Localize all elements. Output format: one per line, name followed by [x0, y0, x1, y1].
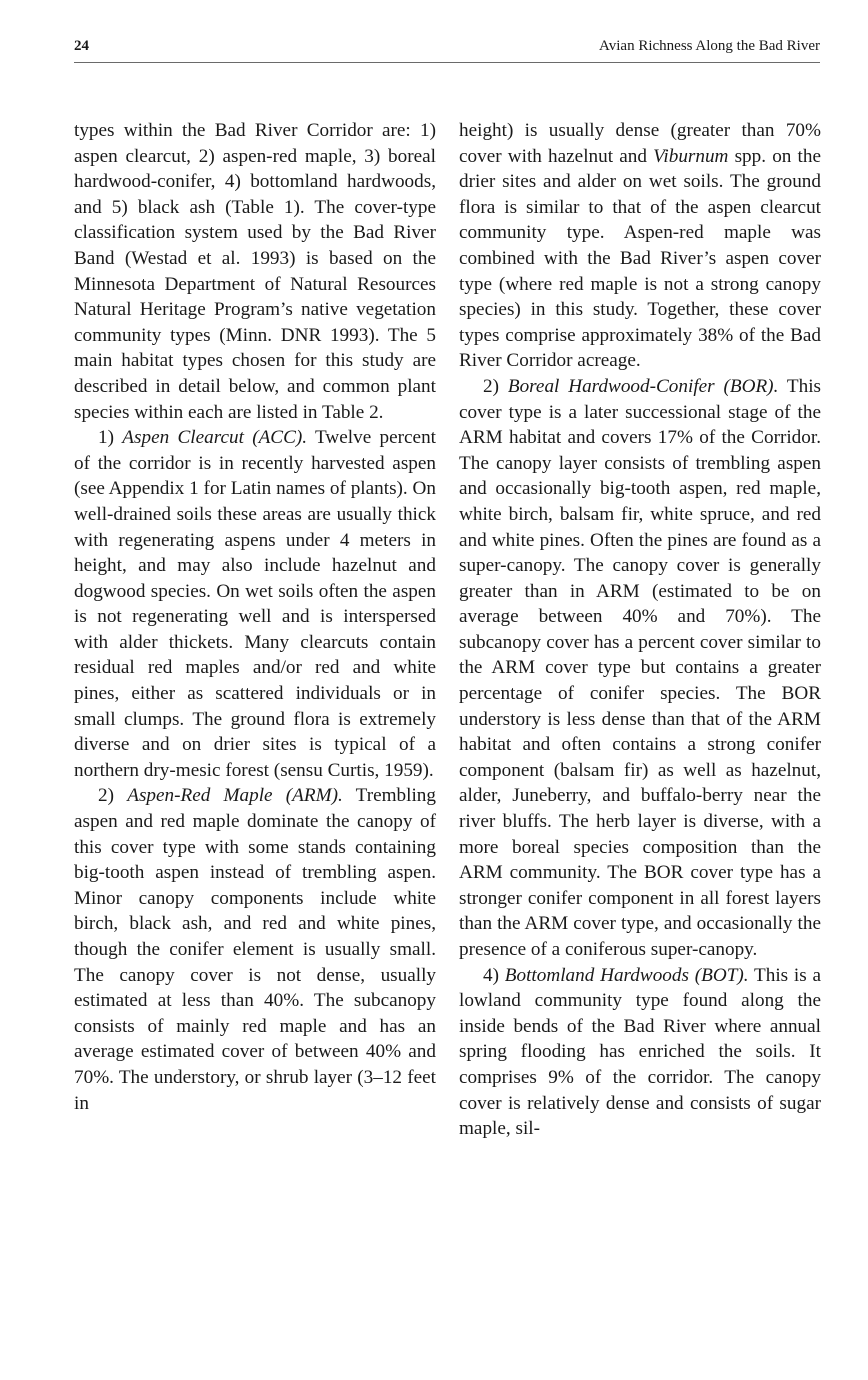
paragraph-boreal-hardwood-conifer: [459, 374, 821, 963]
paragraph-text: This is a lowland community type found along the inside bends of the Bad River where annual spring flooding has enriched the soils. It comprises 9% of the corridor. The canopy cover is relatively dense and consists of sugar maple, sil-: [459, 964, 821, 1140]
section-title-acc: Aspen Clearcut (ACC).: [122, 427, 308, 449]
paragraph-cover-types: [74, 118, 436, 425]
list-number: 4): [483, 964, 505, 986]
paragraph-text: Trembling aspen and red maple dominate the canopy of this cover type with some stands containing big-tooth aspen instead of trembling aspen. Minor canopy components include white birch, black ash, and red and white pines, though the conifer element is usually small. The canopy cover is not dense, usually estimated at less than 40%. The subcanopy consists of mainly red maple and has an average estimated cover of between 40% and 70%. The understory, or shrub layer (3–12 feet in: [74, 785, 436, 1114]
paragraph-text: spp. on the drier sites and alder on wet soils. The ground flora is similar to that of the aspen clearcut community type. Aspen-red maple was combined with the Bad River’s aspen cover type (where red maple is not a strong canopy species) in this study. Together, these cover types comprise approximately 38% of the Bad River Corridor acreage.: [459, 145, 821, 372]
paragraph-text: This cover type is a later successional stage of the ARM habitat and covers 17% of the Corridor. The canopy layer consists of trembling aspen and occasionally big-tooth aspen, red maple, white birch, balsam fir, white spruce, and red and white pines. Often the pines are found as a super-canopy. The canopy cover is generally greater than in ARM (estimated to be on average between 40% and 70%). The subcanopy cover has a percent cover similar to the ARM cover type but contains a greater percentage of conifer species. The BOR understory is less dense than that of the ARM habitat and often contains a strong conifer component (balsam fir) as well as hazelnut, alder, Juneberry, and buffalo-berry near the river bluffs. The herb layer is diverse, with a more boreal species composition than the ARM community. The BOR cover type has a stronger conifer component in all forest layers than the ARM cover type, and occasionally the presence of a coniferous super-canopy.: [459, 375, 822, 960]
left-column: [74, 118, 436, 1116]
list-number: 1): [98, 427, 123, 449]
species-name: Viburnum: [653, 145, 729, 167]
paragraph-arm-continued: [459, 118, 821, 374]
section-title-bor: Boreal Hardwood-Conifer (BOR).: [507, 375, 779, 397]
section-title-bot: Bottomland Hardwoods (BOT).: [504, 964, 749, 986]
paragraph-text: Twelve percent of the corridor is in recently harvested aspen (see Appendix 1 for Latin names of plants). On well-drained soils these areas are usually thick with regenerating aspens under 4 meters in height, and may also include hazelnut and dogwood species. On wet soils often the aspen is not regenerating well and is interspersed with alder thickets. Many clearcuts contain residual red maples and/or red and white pines, either as scattered individuals or in small clumps. The ground flora is extremely diverse and on drier sites is typical of a northern dry-mesic forest (sensu Curtis, 1959).: [74, 427, 436, 781]
running-title: Avian Richness Along the Bad River: [599, 38, 820, 54]
paragraph-text: height) is usually dense (greater than 70% cover with hazelnut and: [459, 120, 821, 167]
right-column: [459, 118, 821, 1142]
list-number: 2): [483, 375, 508, 397]
list-number: 2): [98, 785, 128, 807]
paragraph-aspen-red-maple: [74, 783, 436, 1116]
paragraph-aspen-clearcut: [74, 425, 436, 783]
section-title-arm: Aspen-Red Maple (ARM).: [127, 785, 343, 807]
paragraph-bottomland-hardwoods: [459, 963, 821, 1142]
page-number: 24: [74, 38, 89, 54]
paragraph-text: types within the Bad River Corridor are: 1) aspen clearcut, 2) aspen-red maple, 3) boreal hardwood-conifer, 4) bottomland hardwoods, and 5) black ash (Table 1). The cover-type classification system used by the Bad River Band (Westad et al. 1993) is based on the Minnesota Department of Natural Resources Natural Heritage Program’s native vegetation community types (Minn. DNR 1993). The 5 main habitat types chosen for this study are described in detail below, and common plant species within each are listed in Table 2.: [74, 120, 436, 423]
running-header: [74, 36, 820, 63]
